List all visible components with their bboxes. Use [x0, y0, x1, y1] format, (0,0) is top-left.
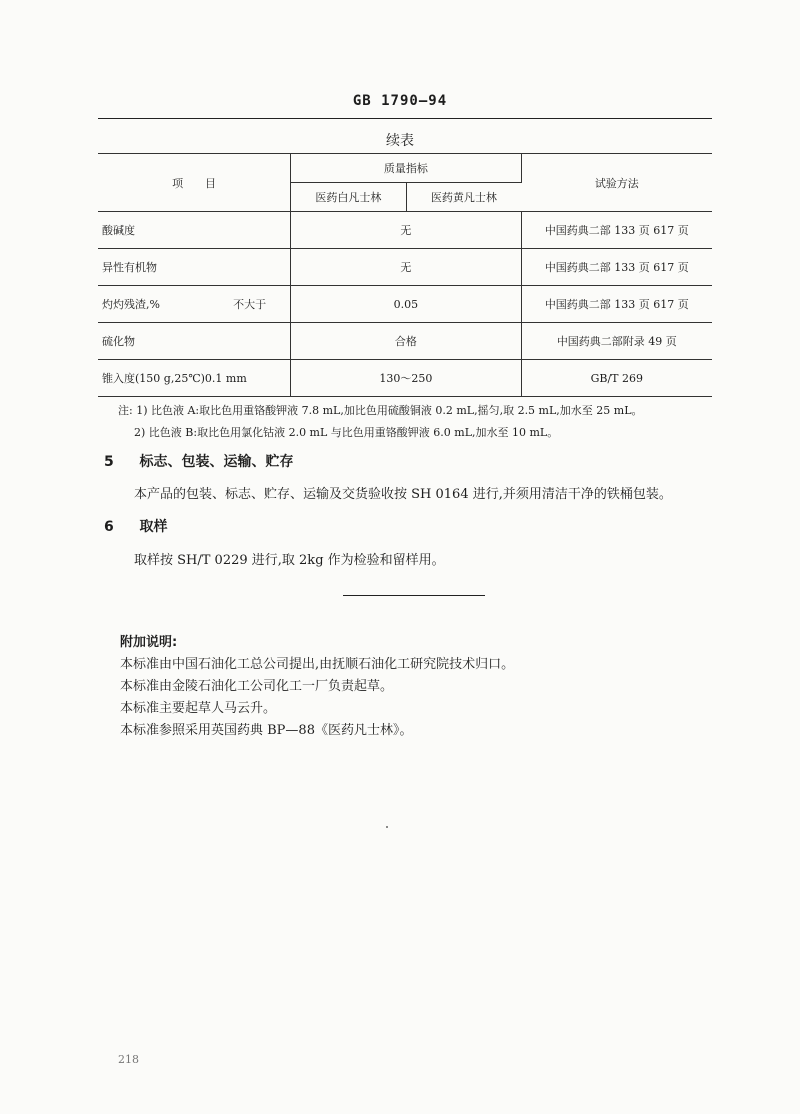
- table-caption: 续表: [386, 133, 414, 149]
- addendum-line: 本标准主要起草人马云升。: [120, 701, 277, 716]
- section-6-heading: [104, 516, 168, 536]
- section-6-number: 6: [104, 519, 114, 535]
- row-item: 锥入度(150 g,25℃)0.1 mm: [98, 360, 291, 397]
- row-item: 酸碱度: [98, 212, 291, 249]
- table-row: [98, 212, 712, 249]
- page-number: 218: [118, 1053, 139, 1066]
- table-row: [98, 249, 712, 286]
- row-item: 硫化物: [98, 323, 291, 360]
- row-method: 中国药典二部 133 页 617 页: [521, 212, 712, 249]
- col-header-yellow: 医药黄凡士林: [406, 183, 521, 212]
- header-rule: [98, 118, 712, 119]
- addendum-line: 本标准参照采用英国药典 BP—88《医药凡士林》。: [120, 723, 413, 738]
- row-method: 中国药典二部 133 页 617 页: [521, 249, 712, 286]
- row-value: 合格: [291, 323, 522, 360]
- row-value: 无: [291, 249, 522, 286]
- section-6-text: 取样按 SH/T 0229 进行,取 2kg 作为检验和留样用。: [134, 553, 445, 568]
- table-note-1: 注: 1) 比色液 A:取比色用重铬酸钾液 7.8 mL,加比色用硫酸铜液 0.2 mL,摇匀,取 2.5 mL,加水至 25 mL。: [118, 404, 643, 417]
- section-6-title: 取样: [139, 519, 168, 535]
- addendum-line: 本标准由金陵石油化工公司化工一厂负责起草。: [120, 679, 394, 694]
- table-row: [98, 360, 712, 397]
- section-5-text: 本产品的包装、标志、贮存、运输及交货验收按 SH 0164 进行,并须用清洁干净的铁桶包装。: [134, 487, 672, 502]
- end-rule: [343, 595, 485, 596]
- table-row: [98, 286, 712, 323]
- row-method: 中国药典二部 133 页 617 页: [521, 286, 712, 323]
- row-item: 灼灼残渣,% 不大于: [98, 286, 291, 323]
- standard-code: GB 1790—94: [352, 93, 448, 109]
- row-value: 无: [291, 212, 522, 249]
- addendum-line: 本标准由中国石油化工总公司提出,由抚顺石油化工研究院技术归口。: [120, 657, 515, 672]
- col-header-white: 医药白凡士林: [291, 183, 407, 212]
- section-5-number: 5: [104, 454, 114, 470]
- row-method: 中国药典二部附录 49 页: [521, 323, 712, 360]
- col-header-quality: 质量指标: [291, 154, 522, 183]
- quality-spec-table: [98, 153, 712, 397]
- table-row: [98, 323, 712, 360]
- row-method: GB/T 269: [521, 360, 712, 397]
- scan-speck: [386, 826, 388, 828]
- row-item: 异性有机物: [98, 249, 291, 286]
- col-header-method: 试验方法: [521, 154, 712, 212]
- row-value: 0.05: [291, 286, 522, 323]
- table-note-2: 2) 比色液 B:取比色用氯化钴液 2.0 mL 与比色用重铬酸钾液 6.0 mL,加水至 10 mL。: [134, 426, 559, 439]
- addendum-title: 附加说明:: [120, 635, 178, 650]
- section-5-heading: [104, 451, 294, 471]
- row-value: 130～250: [291, 360, 522, 397]
- col-header-item: 项 目: [98, 154, 291, 212]
- section-5-title: 标志、包装、运输、贮存: [139, 454, 294, 470]
